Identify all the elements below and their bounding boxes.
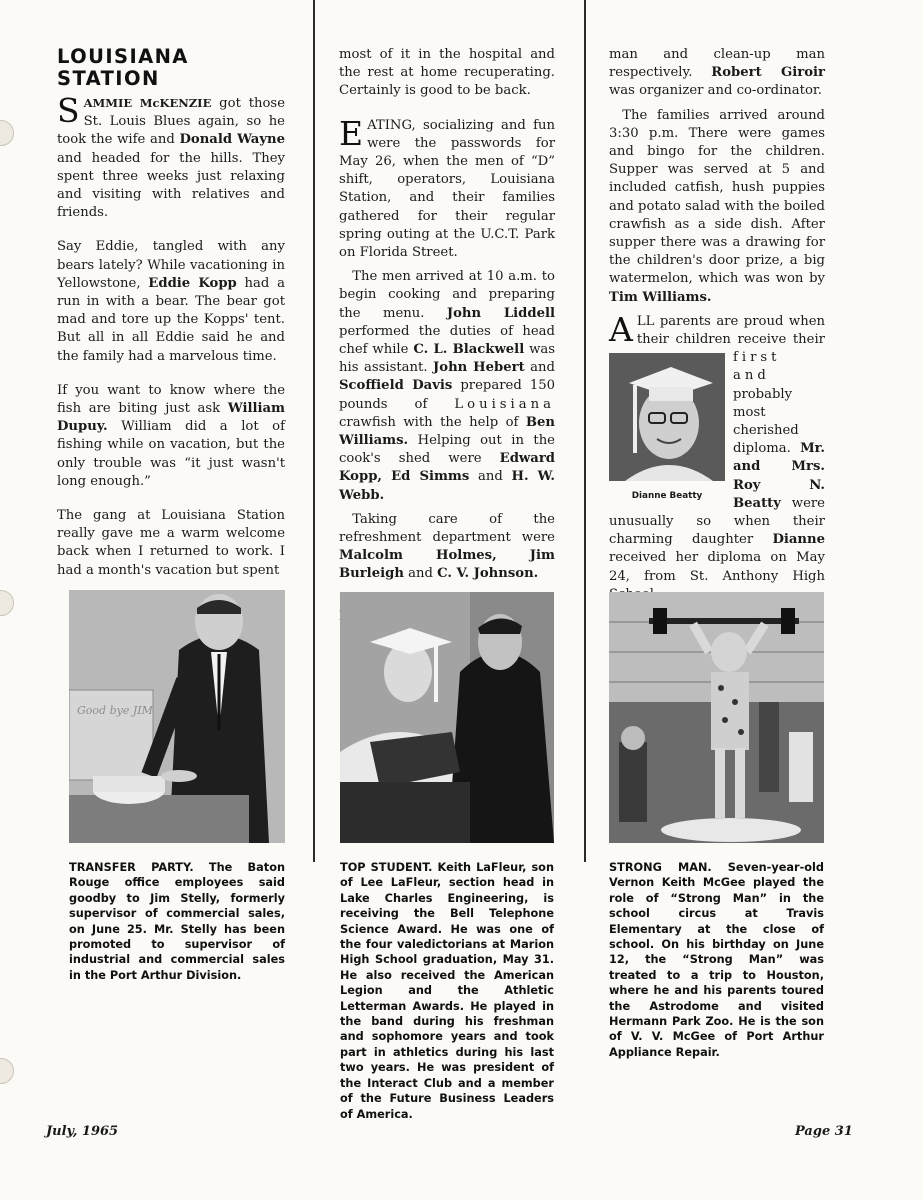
- caption-lead: TOP STUDENT.: [340, 861, 433, 874]
- transfer-party-photo: [69, 590, 285, 843]
- body-text: prepared 150 pounds of: [339, 378, 555, 412]
- drop-cap: A: [609, 309, 633, 349]
- binder-hole-middle: [0, 590, 14, 616]
- body-text: probably most cherished diploma.: [733, 386, 801, 457]
- column-2: [339, 46, 555, 626]
- body-text: and headed for the hills. They spent three weeks just relaxing and visiting with relatives and friends.: [57, 150, 285, 221]
- body-text: Taking care of the refreshment department were: [339, 511, 555, 546]
- caption-transfer-party: [69, 860, 285, 983]
- paragraph-refreshments: [339, 511, 555, 584]
- person-name: Malcolm Holmes, Jim Burleigh: [339, 548, 555, 582]
- portrait-photo: [609, 353, 725, 481]
- paragraph-fishing: [57, 382, 285, 491]
- body-text: and: [524, 360, 555, 376]
- strong-man-photo: [609, 592, 824, 843]
- body-text: were unusually so when their charming daughter: [609, 495, 825, 548]
- body-text: got those St. Louis Blues again, so he took the wife and: [57, 96, 286, 148]
- caption-text: Seven-year-old Vernon Keith McGee played the role of “Strong Man” in the school circus at Travis Elementary at the close of school. On his birthday on June 12, the “Strong Man” was treated to a trip to Houston, where he and his parents toured the Astrodome and visited Hermann Park Zoo. He is the son of V. V. McGee of Port Arthur Appliance Repair.: [609, 861, 824, 1059]
- paragraph-hospital: [339, 46, 555, 101]
- person-name: Edward Kopp, Ed Simms: [339, 451, 555, 485]
- paragraph-cooking: [339, 268, 555, 505]
- column-rule-left: [313, 0, 315, 862]
- top-student-image: [340, 592, 554, 843]
- footer-date: July, 1965: [46, 1124, 119, 1139]
- body-text: performed the duties of head chef while: [339, 323, 555, 358]
- paragraph-mckenzie: [57, 91, 286, 222]
- body-text: and: [403, 566, 438, 582]
- body-text: crawfish with the help of: [339, 414, 526, 430]
- footer-page-number: Page 31: [795, 1124, 853, 1139]
- paragraph-welcome: [57, 507, 285, 580]
- body-text: LL parents are proud when their children receive their: [636, 313, 825, 348]
- body-text: The gang at Louisiana Station really gave me a warm welcome back when I returned to work. I had a month's vacation but spent: [57, 508, 285, 578]
- person-name: Ben Williams.: [339, 414, 555, 449]
- paragraph-cleanup: [609, 46, 825, 101]
- body-text: Helping out in the cook's shed were: [339, 433, 555, 467]
- binder-hole-bottom: [0, 1058, 14, 1084]
- body-text: was his assistant.: [339, 342, 555, 376]
- person-name: Donald Wayne: [179, 132, 285, 148]
- person-name: Dianne: [772, 532, 825, 548]
- person-name: Robert Giroir: [711, 65, 825, 81]
- person-name: John Hebert: [433, 360, 525, 376]
- drop-cap: S: [57, 91, 80, 130]
- person-name: AMMIE McKENZIE: [83, 96, 212, 110]
- cake-sign-text: Good bye JIM: [77, 704, 153, 717]
- column-3: [609, 46, 825, 638]
- body-text: William did a lot of fishing while on vacation, but the only trouble was “it just wasn't long enough.”: [57, 419, 285, 489]
- person-name: Scoffield Davis: [339, 378, 453, 394]
- column-1: [57, 46, 285, 580]
- caption-strong-man: [609, 860, 824, 1060]
- strong-man-image: [609, 592, 824, 843]
- section-title: LOUISIANA STATION: [57, 45, 189, 90]
- body-text: most of it in the hospital and the rest at home recuperating. Certainly is good to be back.: [339, 47, 555, 99]
- caption-lead: STRONG MAN.: [609, 861, 712, 874]
- paragraph-families: [609, 107, 825, 307]
- body-text: Say Eddie, tangled with any bears lately? While vacationing in Yellowstone,: [57, 239, 285, 291]
- body-text: was organizer and co-ordinator.: [609, 83, 822, 99]
- person-name: Tim Williams.: [609, 289, 712, 305]
- person-name: H. W. Webb.: [339, 469, 555, 503]
- body-text: had a run in with a bear. The bear got mad and tore up the Kopps' tent. But all in all Eddie said he and the family had a marvelous time.: [57, 275, 285, 364]
- caption-text: Keith LaFleur, son of Lee LaFleur, section head in Lake Charles Engineering, is receiving the Bell Telephone Science Award. He was one of the four valedictorians at Marion High School graduation, May 31. He also received the American Legion and the Athletic Letterman Awards. He played in the band during his freshman and sophomore years and took part in athletics during his last two years. He was president of the Interact Club and a member of the Future Business Leaders of America.: [340, 861, 554, 1121]
- paragraph-outing: [339, 113, 555, 263]
- caption-text: The Baton Rouge office employees said goodby to Jim Stelly, formerly supervisor of commercial sales, on June 25. Mr. Stelly has been promoted to supervisor of industrial and commercial sales in the Port Arthur Division.: [69, 861, 285, 982]
- paragraph-diploma: [609, 309, 825, 604]
- body-text: received her diploma on May 24, from St. Anthony High: [609, 550, 825, 584]
- body-text: The men arrived at 10 a.m. to begin cooking and preparing the menu.: [339, 269, 555, 321]
- person-name: William Dupuy.: [57, 401, 285, 435]
- person-name: C. V. Johnson.: [437, 566, 539, 582]
- caption-top-student: [340, 860, 554, 1122]
- body-text: The families arrived around 3:30 p.m. There were games and bingo for the children. Supper was served at 5 and included catfish, hush puppies and potato salad with the boiled crawfish as a side dish. After supper there was a drawing for the children's door prize, a big watermelon, which was won by: [609, 107, 825, 287]
- paragraph-bear: [57, 238, 285, 365]
- person-name: Mr. and Mrs. Roy N. Beatty: [733, 441, 825, 511]
- person-name: C. L. Blackwell: [413, 342, 525, 358]
- body-text: If you want to know where the fish are biting just ask: [57, 382, 285, 417]
- binder-hole-top: [0, 120, 14, 146]
- person-name: Eddie Kopp: [148, 275, 237, 291]
- transfer-party-image: [69, 590, 285, 843]
- caption-lead: TRANSFER PARTY.: [69, 861, 194, 874]
- graduate-portrait-image: [609, 353, 725, 481]
- body-text: and: [469, 469, 512, 485]
- drop-cap: E: [339, 113, 364, 153]
- body-text: man and clean-up man respectively.: [609, 47, 825, 81]
- body-text: Louisiana: [454, 396, 555, 412]
- body-text: ATING, socializing and fun were the passwords for May 26, when the men of “D” shift, operators, Louisiana Station, and their families gathered for their regular spring outing at the U.C.T. Park on Florida Street.: [339, 117, 555, 261]
- top-student-photo: [340, 592, 554, 843]
- portrait-figure: [609, 353, 725, 505]
- portrait-caption: Dianne Beatty: [631, 491, 703, 502]
- column-rule-right: [584, 0, 586, 862]
- body-text: first and: [733, 350, 781, 384]
- person-name: John Liddell: [446, 305, 555, 321]
